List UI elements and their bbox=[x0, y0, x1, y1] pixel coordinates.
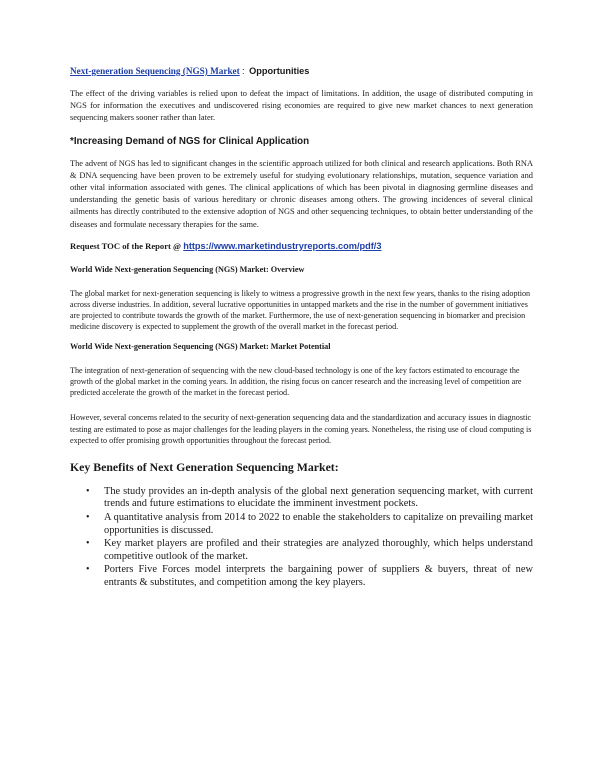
benefit-text: Key market players are profiled and their strategies are analyzed thoroughly, which helps understand competitive outlook of the market. bbox=[104, 538, 533, 562]
benefit-item bbox=[86, 564, 533, 589]
bullet-icon: • bbox=[86, 511, 90, 523]
potential-paragraph-2: However, several concerns related to the security of next-generation sequencing data and the standardization and accuracy issues in diagnostic testing are estimated to pose as major challenges for the leading players in the coming years. Nonetheless, the rising use of cloud computing is expected to offer promising growth opportunities throughout the forecast period. bbox=[70, 413, 532, 445]
bullet-icon: • bbox=[86, 564, 90, 576]
overview-paragraph: The global market for next-generation sequencing is likely to witness a progressive growth in the next few years, thanks to the rising adoption across diverse industries. In addition, several lucrative opportunities in untapped markets and the rise in the number of government initiatives are projected to contribute towards the growth of the market. Furthermore, the use of next-generation sequencing in biomarker and precision medicine discovery is expected to supplement the growth of the overall market in the forecast period. bbox=[70, 288, 531, 332]
benefit-item bbox=[86, 538, 533, 563]
overview-heading: World Wide Next-generation Sequencing (NGS) Market: Overview bbox=[70, 264, 305, 274]
bullet-icon: • bbox=[86, 538, 90, 550]
ngs-market-link[interactable]: Next-generation Sequencing (NGS) Market bbox=[70, 66, 240, 76]
potential-paragraph-1: The integration of next-generation of sequencing with the new cloud-based technology is one of the key factors estimated to encourage the growth of the global market in the coming years. In addition, the rising focus on cancer research and the increasing level of competition are predicted accelerate the growth of the market in the forecast period. bbox=[70, 366, 522, 398]
clinical-heading: *Increasing Demand of NGS for Clinical Application bbox=[70, 135, 310, 147]
title-separator: : bbox=[242, 66, 245, 76]
benefit-text: A quantitative analysis from 2014 to 2022 to enable the stakeholders to capitalize on prevailing market opportunities is discussed. bbox=[104, 511, 533, 536]
benefit-text: The study provides an in-depth analysis of the global next generation sequencing market, with current trends and future estimations to elucidate the imminent investment pockets. bbox=[104, 485, 533, 510]
clinical-paragraph: The advent of NGS has led to significant changes in the scientific approach utilized for both clinical and research applications. Both RNA & DNA sequencing have been proven to be extremely useful for studying evolutionary relationships, mutation, sequence variation and other vital information associated with genes. The clinical applications of which has been pivotal in diagnosing germline diseases and understanding the genetic basis of various hereditary or chronic diseases among others. The growing incidences of several clinical ailments has directly contributed to the extensive adoption of NGS and other sequencing techniques, to obtain better understanding of the diseases and formulate necessary therapies for the same. bbox=[70, 158, 533, 229]
document-page bbox=[70, 66, 533, 591]
bullet-icon: • bbox=[86, 485, 90, 497]
opportunities-paragraph: The effect of the driving variables is relied upon to defeat the impact of limitations. In addition, the usage of distributed computing in NGS for information the executives and undiscovered rising economies are required to give new market chances to next generation sequencing makers sooner rather than later. bbox=[70, 89, 533, 123]
benefit-item bbox=[86, 511, 533, 537]
benefits-heading: Key Benefits of Next Generation Sequencing Market: bbox=[70, 459, 339, 474]
benefit-text: Porters Five Forces model interprets the bargaining power of suppliers & buyers, threat of new entrants & substitutes, and competition among the key players. bbox=[104, 564, 533, 588]
toc-link[interactable]: https://www.marketindustryreports.com/pdf/3 bbox=[183, 240, 382, 251]
potential-heading: World Wide Next-generation Sequencing (NGS) Market: Market Potential bbox=[70, 342, 331, 352]
toc-request bbox=[70, 241, 533, 251]
toc-label: Request TOC of the Report @ bbox=[70, 240, 182, 251]
benefit-item bbox=[86, 485, 533, 511]
benefits-list bbox=[70, 486, 533, 590]
opportunities-heading: Opportunities bbox=[249, 66, 310, 76]
opportunities-title bbox=[70, 66, 533, 76]
